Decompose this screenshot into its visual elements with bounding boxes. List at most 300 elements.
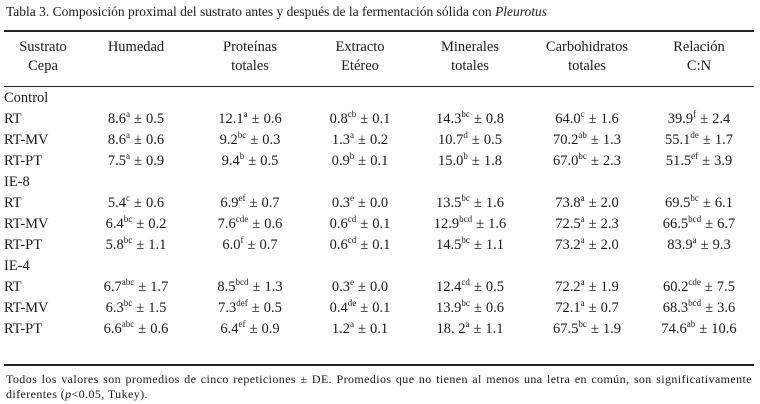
caption-text: Tabla 3. Composición proximal del sustrato antes y después de la fermentación sólida con <box>6 4 496 19</box>
plus-minus-sign: ± <box>251 300 260 316</box>
footnote-p: p <box>65 387 72 401</box>
significance-letters: c <box>580 109 585 119</box>
significance-letters: ef <box>691 151 699 161</box>
plus-minus-sign: ± <box>471 153 480 169</box>
value-cell <box>82 151 190 172</box>
mean-value: 55.1 <box>665 132 691 148</box>
mean-value: 6.0 <box>222 237 241 253</box>
std-dev-value: 0.6 <box>485 300 504 316</box>
significance-letters: a <box>580 235 585 245</box>
mean-value: 6.4 <box>220 321 239 337</box>
plus-minus-sign: ± <box>588 216 597 232</box>
mean-value: 8.5 <box>217 279 236 295</box>
mean-value: 60.2 <box>663 279 689 295</box>
std-dev-value: 0.5 <box>263 300 282 316</box>
significance-letters: a <box>350 130 355 140</box>
footnote <box>6 372 752 402</box>
mean-value: 73.2 <box>555 237 581 253</box>
plus-minus-sign: ± <box>588 111 597 127</box>
footnote-line1: Todos los valores son promedios de cinco repeticiones ± DE. Promedios que no tienen al menos una letra en común, son <box>6 372 652 386</box>
std-dev-value: 1.9 <box>600 279 619 295</box>
footnote-line2-post: <0.05, Tukey). <box>71 387 148 401</box>
std-dev-value: 6.7 <box>717 216 736 232</box>
significance-letters: abc <box>121 319 135 329</box>
significance-letters: a <box>580 277 585 287</box>
significance-letters: cde <box>235 214 249 224</box>
table-caption <box>6 4 547 20</box>
mean-value: 68.3 <box>662 300 689 316</box>
significance-letters: a <box>580 193 585 203</box>
cepa-cell: RT-MV <box>4 216 49 232</box>
table-row <box>4 319 754 340</box>
value-cell <box>190 151 310 172</box>
value-cell <box>410 235 530 256</box>
plus-minus-sign: ± <box>473 300 482 316</box>
plus-minus-sign: ± <box>358 132 366 148</box>
value-cell <box>82 319 190 340</box>
value-cell <box>530 151 644 172</box>
significance-letters: cd <box>347 235 357 245</box>
header-proteinas: Proteínas totales <box>223 39 277 74</box>
plus-minus-sign: ± <box>136 216 145 232</box>
mean-value: 13.5 <box>436 195 462 211</box>
plus-minus-sign: ± <box>704 279 713 295</box>
mean-value: 7.6 <box>217 216 236 232</box>
value-cell <box>310 151 410 172</box>
significance-letters: bc <box>123 298 133 308</box>
value-cell <box>82 235 190 256</box>
significance-letters: de <box>347 298 357 308</box>
table-row <box>4 193 754 214</box>
significance-letters: a <box>126 151 131 161</box>
significance-letters: a <box>692 235 697 245</box>
mean-value: 5.4 <box>107 195 127 211</box>
value-cell <box>310 298 410 319</box>
plus-minus-sign: ± <box>700 237 709 253</box>
plus-minus-sign: ± <box>136 300 145 316</box>
mean-value: 8.6 <box>107 111 127 127</box>
std-dev-value: 0.1 <box>372 111 391 127</box>
value-cell <box>82 193 190 214</box>
plus-minus-sign: ± <box>360 237 369 253</box>
value-cell <box>310 109 410 130</box>
plus-minus-sign: ± <box>249 321 258 337</box>
mean-value: 0.6 <box>329 237 348 253</box>
significance-letters: f <box>240 235 244 245</box>
cepa-cell: RT-PT <box>4 237 43 253</box>
value-cell <box>82 214 190 235</box>
value-cell <box>82 130 190 151</box>
mean-value: 69.5 <box>665 195 691 211</box>
significance-letters: bcd <box>688 298 702 308</box>
mean-value: 10.7 <box>438 132 464 148</box>
std-dev-value: 0.6 <box>263 111 282 127</box>
significance-letters: c <box>126 193 131 203</box>
value-cell <box>530 109 644 130</box>
mean-value: 0.9 <box>331 153 350 169</box>
value-cell <box>190 109 310 130</box>
plus-minus-sign: ± <box>247 237 256 253</box>
significance-letters: de <box>690 130 699 140</box>
plus-minus-sign: ± <box>134 195 142 211</box>
std-dev-value: 1.9 <box>602 321 621 337</box>
plus-minus-sign: ± <box>473 237 482 253</box>
plus-minus-sign: ± <box>252 216 261 232</box>
plus-minus-sign: ± <box>473 279 482 295</box>
std-dev-value: 0.1 <box>372 216 391 232</box>
composition-table <box>4 38 754 340</box>
value-cell <box>82 298 190 319</box>
table-row <box>4 130 754 151</box>
plus-minus-sign: ± <box>588 237 597 253</box>
std-dev-value: 1.6 <box>600 111 619 127</box>
significance-letters: b <box>349 151 355 161</box>
group-label: IE-4 <box>4 258 30 274</box>
plus-minus-sign: ± <box>138 321 147 337</box>
mean-value: 0.3 <box>331 279 351 295</box>
top-rule <box>4 30 754 32</box>
mean-value: 72.2 <box>555 279 581 295</box>
significance-letters: bc <box>123 214 133 224</box>
mean-value: 67.5 <box>553 321 579 337</box>
caption-organism: Pleurotus <box>495 4 548 19</box>
plus-minus-sign: ± <box>358 279 366 295</box>
significance-letters: f <box>693 109 697 119</box>
std-dev-value: 1.3 <box>264 279 283 295</box>
std-dev-value: 2.4 <box>712 111 731 127</box>
table-row <box>4 214 754 235</box>
std-dev-value: 2.3 <box>602 153 621 169</box>
mean-value: 15.0 <box>438 153 464 169</box>
group-header-row <box>4 256 754 277</box>
significance-letters: b <box>239 151 245 161</box>
std-dev-value: 1.5 <box>148 300 167 316</box>
value-cell <box>310 277 410 298</box>
significance-letters: d <box>463 130 468 140</box>
plus-minus-sign: ± <box>590 153 599 169</box>
plus-minus-sign: ± <box>252 279 261 295</box>
significance-letters: bc <box>461 298 470 308</box>
mean-value: 6.6 <box>103 321 122 337</box>
mean-value: 67.0 <box>553 153 579 169</box>
significance-letters: bc <box>123 235 133 245</box>
value-cell <box>310 130 410 151</box>
plus-minus-sign: ± <box>471 132 480 148</box>
std-dev-value: 0.0 <box>369 195 389 211</box>
plus-minus-sign: ± <box>248 153 257 169</box>
mean-value: 72.1 <box>555 300 581 316</box>
mean-value: 14.3 <box>436 111 462 127</box>
std-dev-value: 0.7 <box>261 195 280 211</box>
group-label: Control <box>4 90 49 106</box>
std-dev-value: 1.7 <box>714 132 733 148</box>
significance-letters: ab <box>578 130 587 140</box>
std-dev-value: 1.7 <box>150 279 169 295</box>
plus-minus-sign: ± <box>138 279 147 295</box>
value-cell <box>410 130 530 151</box>
mean-value: 0.8 <box>329 111 348 127</box>
mean-value: 51.5 <box>665 153 692 169</box>
cepa-cell: RT <box>4 195 22 211</box>
mean-value: 83.9 <box>667 237 693 253</box>
significance-letters: cd <box>461 277 470 287</box>
plus-minus-sign: ± <box>250 132 259 148</box>
table-row <box>4 298 754 319</box>
std-dev-value: 0.2 <box>148 216 167 232</box>
mean-value: 12.9 <box>433 216 460 232</box>
mean-value: 70.2 <box>553 132 579 148</box>
value-cell <box>190 214 310 235</box>
std-dev-value: 0.5 <box>145 111 165 127</box>
value-cell <box>310 214 410 235</box>
std-dev-value: 2.0 <box>600 195 619 211</box>
value-cell <box>644 193 754 214</box>
value-cell <box>82 109 190 130</box>
std-dev-value: 0.7 <box>259 237 278 253</box>
plus-minus-sign: ± <box>358 321 366 337</box>
table-row <box>4 109 754 130</box>
std-dev-value: 6.1 <box>714 195 733 211</box>
value-cell <box>530 214 644 235</box>
value-cell <box>530 277 644 298</box>
value-cell <box>410 193 530 214</box>
plus-minus-sign: ± <box>699 321 708 337</box>
plus-minus-sign: ± <box>705 300 714 316</box>
value-cell <box>190 130 310 151</box>
value-cell <box>410 298 530 319</box>
value-cell <box>644 298 754 319</box>
value-cell <box>644 151 754 172</box>
value-cell <box>410 151 530 172</box>
value-cell <box>644 130 754 151</box>
value-cell <box>410 214 530 235</box>
mean-value: 9.2 <box>219 132 238 148</box>
plus-minus-sign: ± <box>360 216 369 232</box>
std-dev-value: 0.6 <box>145 132 165 148</box>
value-cell <box>410 277 530 298</box>
cepa-cell: RT <box>4 279 22 295</box>
mean-value: 8.6 <box>107 132 127 148</box>
mean-value: 6.4 <box>105 216 124 232</box>
bottom-rule <box>4 364 754 366</box>
significance-letters: bc <box>461 235 470 245</box>
plus-minus-sign: ± <box>588 279 597 295</box>
plus-minus-sign: ± <box>588 300 597 316</box>
std-dev-value: 0.6 <box>150 321 169 337</box>
mean-value: 6.7 <box>103 279 122 295</box>
significance-letters: bcd <box>235 277 249 287</box>
value-cell <box>644 214 754 235</box>
value-cell <box>190 298 310 319</box>
mean-value: 66.5 <box>662 216 689 232</box>
mean-value: 0.3 <box>331 195 351 211</box>
mean-value: 72.5 <box>555 216 581 232</box>
value-cell <box>190 235 310 256</box>
value-cell <box>530 193 644 214</box>
header-row <box>4 38 754 76</box>
value-cell <box>190 319 310 340</box>
table-row <box>4 277 754 298</box>
std-dev-value: 0.1 <box>372 237 391 253</box>
footnote-line2-pre: significativamente diferentes ( <box>6 372 752 401</box>
plus-minus-sign: ± <box>251 111 260 127</box>
cepa-cell: RT <box>4 111 22 127</box>
std-dev-value: 10.6 <box>711 321 737 337</box>
plus-minus-sign: ± <box>136 237 145 253</box>
std-dev-value: 0.8 <box>485 111 504 127</box>
std-dev-value: 0.1 <box>369 321 389 337</box>
value-cell <box>310 319 410 340</box>
significance-letters: abc <box>121 277 135 287</box>
significance-letters: e <box>350 193 355 203</box>
std-dev-value: 0.9 <box>261 321 280 337</box>
mean-value: 9.4 <box>221 153 240 169</box>
value-cell <box>310 193 410 214</box>
value-cell <box>190 277 310 298</box>
value-cell <box>410 109 530 130</box>
group-header-row <box>4 88 754 109</box>
plus-minus-sign: ± <box>476 216 485 232</box>
plus-minus-sign: ± <box>473 321 482 337</box>
mean-value: 7.5 <box>107 153 127 169</box>
value-cell <box>190 193 310 214</box>
std-dev-value: 1.6 <box>485 195 504 211</box>
std-dev-value: 1.8 <box>483 153 502 169</box>
std-dev-value: 0.7 <box>600 300 619 316</box>
header-humedad: Humedad <box>107 39 165 55</box>
std-dev-value: 1.1 <box>485 237 504 253</box>
std-dev-value: 0.6 <box>145 195 165 211</box>
mean-value: 7.3 <box>218 300 237 316</box>
group-label: IE-8 <box>4 174 30 190</box>
plus-minus-sign: ± <box>358 195 366 211</box>
significance-letters: bc <box>578 319 587 329</box>
std-dev-value: 2.0 <box>600 237 619 253</box>
header-extracto: Extracto Etéreo <box>335 39 385 74</box>
value-cell <box>644 235 754 256</box>
std-dev-value: 0.3 <box>262 132 281 148</box>
table-row <box>4 151 754 172</box>
header-spacer <box>4 76 754 88</box>
plus-minus-sign: ± <box>702 132 711 148</box>
plus-minus-sign: ± <box>360 111 369 127</box>
mean-value: 74.6 <box>661 321 687 337</box>
value-cell <box>644 277 754 298</box>
std-dev-value: 0.1 <box>372 300 391 316</box>
std-dev-value: 2.3 <box>600 216 619 232</box>
plus-minus-sign: ± <box>360 300 369 316</box>
mean-value: 18. 2 <box>436 321 466 337</box>
plus-minus-sign: ± <box>249 195 258 211</box>
std-dev-value: 1.6 <box>488 216 507 232</box>
std-dev-value: 0.6 <box>264 216 283 232</box>
plus-minus-sign: ± <box>134 132 142 148</box>
plus-minus-sign: ± <box>705 216 714 232</box>
plus-minus-sign: ± <box>702 153 711 169</box>
plus-minus-sign: ± <box>700 111 709 127</box>
plus-minus-sign: ± <box>590 132 599 148</box>
std-dev-value: 1.1 <box>148 237 167 253</box>
mean-value: 1.2 <box>331 321 351 337</box>
mean-value: 1.3 <box>331 132 351 148</box>
mean-value: 12.4 <box>436 279 462 295</box>
std-dev-value: 9.3 <box>712 237 731 253</box>
mean-value: 6.3 <box>105 300 124 316</box>
significance-letters: cd <box>347 214 357 224</box>
significance-letters: ef <box>238 193 246 203</box>
plus-minus-sign: ± <box>473 195 482 211</box>
std-dev-value: 3.9 <box>714 153 733 169</box>
plus-minus-sign: ± <box>134 111 142 127</box>
mean-value: 73.8 <box>555 195 581 211</box>
mean-value: 0.4 <box>329 300 348 316</box>
std-dev-value: 7.5 <box>716 279 735 295</box>
significance-letters: bc <box>578 151 587 161</box>
plus-minus-sign: ± <box>702 195 711 211</box>
mean-value: 6.9 <box>220 195 239 211</box>
plus-minus-sign: ± <box>588 195 597 211</box>
std-dev-value: 0.0 <box>369 279 389 295</box>
value-cell <box>410 319 530 340</box>
significance-letters: cb <box>347 109 357 119</box>
value-cell <box>310 235 410 256</box>
std-dev-value: 0.5 <box>260 153 279 169</box>
header-carbohidratos: Carbohidratos totales <box>545 39 629 74</box>
mean-value: 14.5 <box>436 237 462 253</box>
significance-letters: ab <box>686 319 696 329</box>
significance-letters: bc <box>461 109 470 119</box>
std-dev-value: 1.3 <box>602 132 621 148</box>
header-relacion-cn: Relación C:N <box>673 39 725 74</box>
significance-letters: def <box>236 298 248 308</box>
group-header-row <box>4 172 754 193</box>
header-sustrato-cepa: Sustrato Cepa <box>19 39 67 74</box>
significance-letters: a <box>465 319 470 329</box>
significance-letters: bc <box>690 193 699 203</box>
mean-value: 5.8 <box>105 237 124 253</box>
cepa-cell: RT-PT <box>4 321 43 337</box>
significance-letters: bc <box>237 130 247 140</box>
cepa-cell: RT-MV <box>4 300 49 316</box>
mean-value: 12.1 <box>218 111 244 127</box>
value-cell <box>644 109 754 130</box>
significance-letters: a <box>126 130 131 140</box>
value-cell <box>530 235 644 256</box>
plus-minus-sign: ± <box>590 321 599 337</box>
mean-value: 13.9 <box>436 300 462 316</box>
std-dev-value: 1.1 <box>485 321 504 337</box>
value-cell <box>530 130 644 151</box>
significance-letters: e <box>350 277 355 287</box>
value-cell <box>82 277 190 298</box>
mean-value: 39.9 <box>667 111 694 127</box>
significance-letters: a <box>126 109 131 119</box>
table-row <box>4 235 754 256</box>
significance-letters: a <box>580 298 585 308</box>
value-cell <box>644 319 754 340</box>
significance-letters: a <box>350 319 355 329</box>
mean-value: 64.0 <box>555 111 581 127</box>
header-minerales: Minerales totales <box>441 39 499 74</box>
std-dev-value: 0.5 <box>485 279 504 295</box>
significance-letters: ef <box>238 319 246 329</box>
std-dev-value: 0.9 <box>145 153 165 169</box>
std-dev-value: 0.1 <box>370 153 389 169</box>
significance-letters: bcd <box>459 214 473 224</box>
significance-letters: bcd <box>688 214 702 224</box>
value-cell <box>530 298 644 319</box>
value-cell <box>530 319 644 340</box>
